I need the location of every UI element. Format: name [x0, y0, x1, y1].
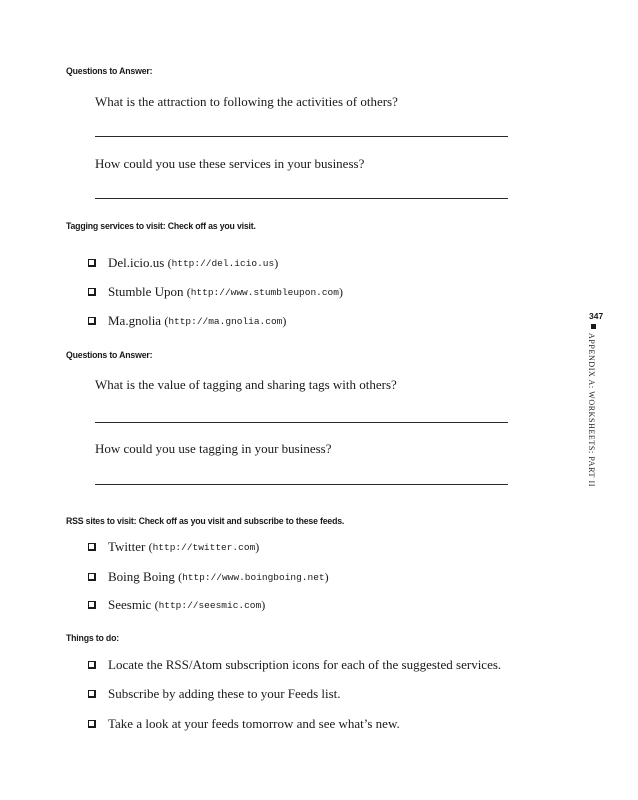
service-url: http://www.boingboing.net [182, 571, 325, 583]
service-name: Twitter [108, 539, 146, 554]
service-name: Boing Boing [108, 569, 175, 584]
todo-item-check-feeds[interactable] [88, 716, 400, 732]
checkbox-icon[interactable] [88, 259, 96, 267]
service-url: http://del.icio.us [171, 257, 275, 269]
section-heading-tagging: Tagging services to visit: Check off as you visit. [66, 221, 256, 232]
checkbox-icon[interactable] [88, 573, 96, 581]
service-url: http://twitter.com [152, 541, 256, 553]
checklist-item-stumbleupon[interactable]: Stumble Upon ( http://www.stumbleupon.com ) [88, 284, 343, 300]
square-bullet-icon [591, 324, 596, 329]
todo-item-locate-icons[interactable] [88, 657, 501, 673]
section-heading-questions-1: Questions to Answer: [66, 66, 153, 77]
checklist-item-magnolia[interactable]: Ma.gnolia ( http://ma.gnolia.com ) [88, 313, 286, 329]
answer-line[interactable] [95, 136, 508, 137]
checkbox-icon[interactable] [88, 601, 96, 609]
service-name: Stumble Upon [108, 284, 184, 299]
checkbox-icon[interactable] [88, 720, 96, 728]
section-heading-things-to-do: Things to do: [66, 633, 119, 644]
checkbox-icon[interactable] [88, 543, 96, 551]
question-tagging-business: How could you use tagging in your business? [95, 441, 332, 456]
section-heading-rss: RSS sites to visit: Check off as you visit and subscribe to these feeds. [66, 516, 345, 527]
checklist-item-twitter[interactable]: Twitter ( http://twitter.com ) [88, 539, 259, 555]
checklist-item-seesmic[interactable]: Seesmic ( http://seesmic.com ) [88, 597, 265, 613]
section-heading-questions-2: Questions to Answer: [66, 350, 153, 361]
running-head: APPENDIX A: WORKSHEETS: PART II [587, 333, 596, 487]
checkbox-icon[interactable] [88, 690, 96, 698]
todo-text: Locate the RSS/Atom subscription icons for each of the suggested services. [108, 657, 502, 672]
checkbox-icon[interactable] [88, 661, 96, 669]
service-name: Ma.gnolia [108, 313, 162, 328]
service-name: Seesmic [108, 597, 152, 612]
checklist-item-boingboing[interactable]: Boing Boing ( http://www.boingboing.net ) [88, 569, 329, 585]
service-name: Del.icio.us [108, 255, 165, 270]
checkbox-icon[interactable] [88, 317, 96, 325]
service-url: http://ma.gnolia.com [168, 315, 283, 327]
answer-line[interactable] [95, 484, 508, 485]
todo-text: Take a look at your feeds tomorrow and see what’s new. [108, 716, 400, 731]
page-number: 347 [589, 311, 604, 321]
question-attraction: What is the attraction to following the activities of others? [95, 94, 398, 109]
service-url: http://www.stumbleupon.com [190, 286, 339, 298]
question-tag-value: What is the value of tagging and sharing tags with others? [95, 377, 397, 392]
answer-line[interactable] [95, 198, 508, 199]
service-url: http://seesmic.com [158, 599, 262, 611]
answer-line[interactable] [95, 422, 508, 423]
checkbox-icon[interactable] [88, 288, 96, 296]
todo-item-subscribe[interactable] [88, 686, 341, 702]
checklist-item-delicious[interactable]: Del.icio.us ( http://del.icio.us ) [88, 255, 278, 271]
todo-text: Subscribe by adding these to your Feeds list. [108, 686, 341, 701]
question-business-use: How could you use these services in your business? [95, 156, 365, 171]
